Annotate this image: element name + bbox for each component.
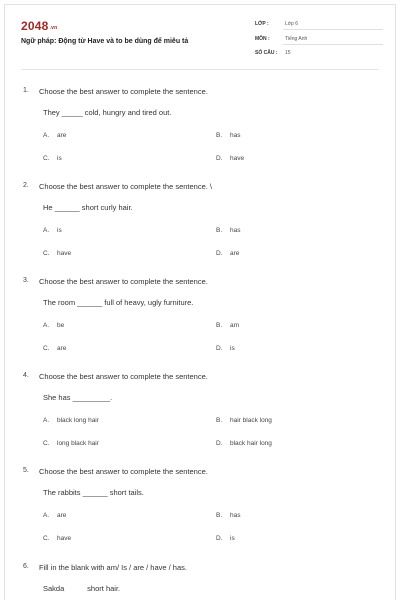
- question-prompt: Fill in the blank with am/ Is / are / have / has.: [39, 563, 187, 572]
- option-b[interactable]: B. has: [216, 512, 241, 519]
- option-d[interactable]: D. black hair long: [216, 440, 272, 447]
- option-b[interactable]: B. has: [216, 227, 241, 234]
- option-c[interactable]: C. have: [43, 535, 72, 542]
- question-sentence: He ______ short curly hair.: [43, 203, 133, 212]
- question-sentence: The rabbits ______ short tails.: [43, 488, 144, 497]
- worksheet-page: [4, 4, 396, 600]
- option-a[interactable]: A. are: [43, 132, 67, 139]
- question-prompt: Choose the best answer to complete the sentence.: [39, 372, 208, 381]
- meta-count-value: 15: [285, 50, 291, 56]
- option-c[interactable]: C. long black hair: [43, 440, 99, 447]
- meta-count-label: SỐ CÂU :: [255, 50, 278, 56]
- meta-subject-value: Tiếng Anh: [285, 36, 308, 42]
- question-prompt: Choose the best answer to complete the sentence.: [39, 277, 208, 286]
- option-a[interactable]: A. are: [43, 512, 67, 519]
- question-prompt: Choose the best answer to complete the sentence. \: [39, 182, 213, 191]
- option-b[interactable]: B. hair black long: [216, 417, 272, 424]
- question-number: 4.: [23, 372, 29, 379]
- option-d[interactable]: D. is: [216, 345, 235, 352]
- question-number: 2.: [23, 182, 29, 189]
- question-sentence: The room ______ full of heavy, ugly furniture.: [43, 298, 194, 307]
- option-a[interactable]: A. be: [43, 322, 65, 329]
- option-d[interactable]: D. are: [216, 250, 240, 257]
- question-number: 3.: [23, 277, 29, 284]
- meta-subject-label: MÔN :: [255, 36, 270, 42]
- question-sentence: She has _________.: [43, 393, 113, 402]
- question-sentence: They _____ cold, hungry and tired out.: [43, 108, 172, 117]
- option-b[interactable]: B. has: [216, 132, 241, 139]
- option-c[interactable]: C. is: [43, 155, 62, 162]
- question-sentence: Sakda short hair.: [43, 584, 121, 593]
- option-a[interactable]: A. black long hair: [43, 417, 99, 424]
- option-c[interactable]: C. are: [43, 345, 67, 352]
- question-number: 1.: [23, 87, 29, 94]
- option-d[interactable]: D. have: [216, 155, 245, 162]
- question-prompt: Choose the best answer to complete the sentence.: [39, 467, 208, 476]
- question-number: 5.: [23, 467, 29, 474]
- question-prompt: Choose the best answer to complete the sentence.: [39, 87, 208, 96]
- worksheet-title: Ngữ pháp: Động từ Have và to be dùng để miêu tả: [21, 38, 189, 45]
- option-c[interactable]: C. have: [43, 250, 72, 257]
- option-a[interactable]: A. is: [43, 227, 62, 234]
- option-b[interactable]: B. am: [216, 322, 240, 329]
- option-d[interactable]: D. is: [216, 535, 235, 542]
- question-number: 6.: [23, 563, 29, 570]
- meta-class-value: Lớp 6: [285, 21, 299, 27]
- header-divider: [21, 69, 379, 70]
- site-logo[interactable]: 2048.vn: [21, 19, 58, 33]
- meta-class-label: LỚP :: [255, 21, 269, 27]
